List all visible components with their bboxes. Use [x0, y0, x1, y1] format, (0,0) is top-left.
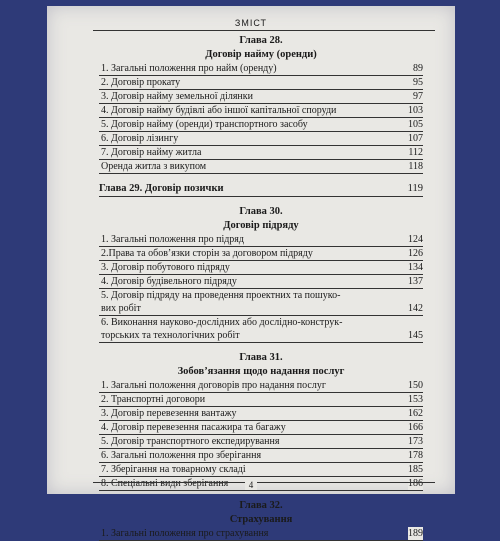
entry-text: 8. Спеціальні види зберігання	[101, 478, 229, 489]
entry-text: 1. Загальні положення про найм (оренду)	[101, 63, 277, 74]
toc-entry	[99, 379, 423, 393]
entry-page: 97	[413, 91, 423, 102]
entry-page: 153	[408, 394, 423, 405]
page-footer	[47, 480, 455, 490]
entry-text: 4. Договір найму будівлі або іншої капітальної споруди	[101, 105, 337, 116]
header-rule	[93, 30, 435, 31]
entry-text: 3. Договір найму земельної ділянки	[101, 91, 253, 102]
entry-text: 2. Договір прокату	[101, 77, 181, 88]
toc-entry	[99, 90, 423, 104]
chapter-31-number: Глава 31.	[239, 352, 283, 363]
entry-text: 2.Права та обов’язки сторін за договором підряду	[101, 248, 313, 259]
toc-entry	[99, 407, 423, 421]
entry-page: 145	[408, 330, 423, 341]
entry-text: 6. Виконання науково-дослідних або дослідно-конструк-	[101, 317, 343, 328]
entry-page: 186	[408, 478, 423, 489]
entry-page: 134	[408, 262, 423, 273]
toc-entry	[99, 527, 423, 541]
entry-page: 124	[408, 234, 423, 245]
entry-text: 5. Договір найму (оренди) транспортного засобу	[101, 119, 308, 130]
entry-page: 178	[408, 450, 423, 461]
entry-text: 6. Загальні положення про зберігання	[101, 450, 262, 461]
entry-text: 6. Договір лізингу	[101, 133, 179, 144]
entry-page: 119	[407, 183, 423, 194]
toc-entry	[99, 275, 423, 289]
entry-page: 137	[408, 276, 423, 287]
toc-entry	[99, 247, 423, 261]
toc-entry	[99, 104, 423, 118]
entry-page: 105	[408, 119, 423, 130]
toc-entry	[99, 463, 423, 477]
chapter-28-title: Договір найму (оренди)	[205, 49, 317, 60]
entry-text: 4. Договір будівельного підряду	[101, 276, 237, 287]
page-number: 4	[245, 480, 258, 490]
table-of-contents	[99, 34, 423, 541]
entry-text: 7. Договір найму житла	[101, 147, 202, 158]
chapter-29-entry	[99, 182, 423, 197]
entry-page: 112	[408, 147, 423, 158]
chapter-32-number: Глава 32.	[239, 500, 283, 511]
chapter-28-number: Глава 28.	[239, 35, 283, 46]
entry-page: 126	[408, 248, 423, 259]
chapter-30-title: Договір підряду	[223, 220, 299, 231]
entry-text: Оренда житла з викупом	[101, 161, 207, 172]
entry-text: 3. Договір побутового підряду	[101, 262, 230, 273]
entry-page: 150	[408, 380, 423, 391]
toc-entry	[99, 261, 423, 275]
toc-entry	[99, 118, 423, 132]
toc-entry	[99, 393, 423, 407]
toc-entry	[99, 421, 423, 435]
entry-page: 185	[408, 464, 423, 475]
entry-text-continued: вих робіт	[101, 303, 141, 314]
chapter-29-title: Глава 29. Договір позички	[99, 183, 224, 194]
book-page	[47, 6, 455, 539]
toc-entry	[99, 132, 423, 146]
chapter-30-number: Глава 30.	[239, 206, 283, 217]
entry-page: 189	[408, 528, 423, 539]
entry-text: 7. Зберігання на товарному складі	[101, 464, 246, 475]
entry-text: 4. Договір перевезення пасажира та багажу	[101, 422, 286, 433]
toc-entry	[99, 316, 423, 343]
entry-page: 173	[408, 436, 423, 447]
entry-page: 166	[408, 422, 423, 433]
toc-entry	[99, 76, 423, 90]
entry-text: 1. Загальні положення про страхування	[101, 528, 269, 539]
toc-entry	[99, 233, 423, 247]
toc-entry	[99, 435, 423, 449]
entry-text: 2. Транспортні договори	[101, 394, 206, 405]
entry-text: 5. Договір підряду на проведення проектних та пошуко-	[101, 290, 341, 301]
entry-text: 3. Договір перевезення вантажу	[101, 408, 237, 419]
entry-page: 118	[408, 161, 423, 172]
toc-entry	[99, 160, 423, 174]
entry-page: 89	[413, 63, 423, 74]
entry-page: 103	[408, 105, 423, 116]
chapter-31-title: Зобов’язання щодо надання послуг	[177, 366, 345, 377]
entry-text-continued: торських та технологічних робіт	[101, 330, 240, 341]
entry-page: 142	[408, 303, 423, 314]
page-header: ЗМІСТ	[234, 18, 268, 28]
entry-page: 95	[413, 77, 423, 88]
toc-entry	[99, 62, 423, 76]
entry-page: 162	[408, 408, 423, 419]
toc-entry	[99, 146, 423, 160]
chapter-32-title: Страхування	[229, 514, 293, 525]
entry-page: 107	[408, 133, 423, 144]
entry-text: 5. Договір транспортного експедирування	[101, 436, 280, 447]
toc-entry	[99, 289, 423, 316]
entry-text: 1. Загальні положення договорів про надання послуг	[101, 380, 326, 391]
toc-entry	[99, 449, 423, 463]
entry-text: 1. Загальні положення про підряд	[101, 234, 244, 245]
